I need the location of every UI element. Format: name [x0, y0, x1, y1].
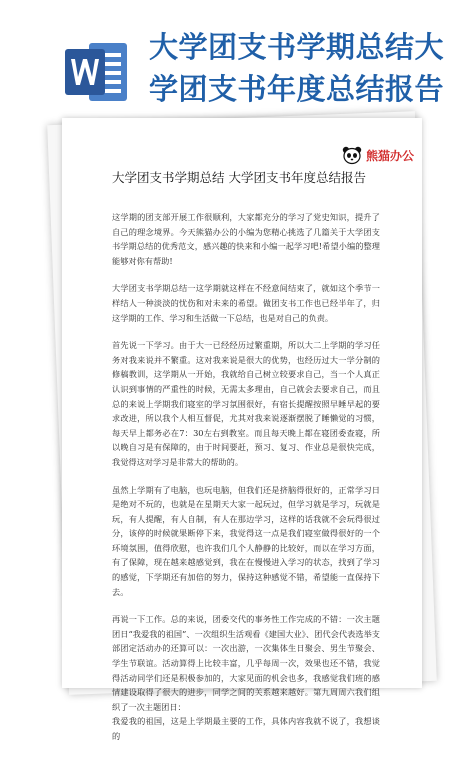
document-body: [112, 210, 380, 757]
headline-line-1: 大学团支书学期总结大: [149, 30, 445, 64]
document-title: 大学团支书学期总结 大学团支书年度总结报告: [112, 170, 366, 185]
paragraph-intro: 这学期的团支部开展工作很顺利，大家都充分的学习了党史知识，提升了自己的理念境界。今天熊猫办公的小编为您精心挑选了几篇关于大学团支书学期总结的优秀范文，感兴趣的快来和小编一起学习吧!希望小编的整理能够对你有帮助!: [112, 212, 380, 266]
paragraph-computer: 虽然上学期有了电脑，也玩电脑，但我们还是挤脑得很好的，正常学习日是绝对不玩的，也就是在星期天大家一起玩过，但学习就是学习，玩就是玩，有人提醒，有人自制，有人在那边学习，这样的话我就不会玩得很过分，该停的时候就果断停下来，我觉得这一点是我们寝室做得很好的一个环境氛围，值得欣慰，也许我们几个人静静的比较好，而以在学习方面，有了保障，现在越来越感觉到，我在在慢慢进入学习的状态，找到了学习的感觉，下学期还有加倍的努力，保持这种感觉不错，希望能一直保持下去。: [112, 484, 380, 597]
headline: [149, 26, 469, 110]
paragraph-summary: 大学团支书学期总结一这学期就这样在不经意间结束了，就如这个季节一样结人一种淡淡的忧伤和对未来的希望。做团支书工作也已经半年了，归这学期的工作、学习和生活做一下总结，也是对自己的负责。: [112, 283, 380, 323]
panda-icon: [341, 145, 363, 165]
banner: [0, 0, 474, 120]
headline-line-2: 学团支书年度总结报告: [149, 72, 445, 106]
paragraph-study: 首先说一下学习。由于大一已经经历过繁重期，所以大二上学期的学习任务对我来说并不繁重。这对我来说是很大的优势，也经历过大一学分制的修稿教训，这学期从一开始，我就给自己树立较要求自己，当一个人真正认识到事情的严重性的时候，无需太多理由，自己就会去要求自己，而且总的来说上学期我们寝室的学习氛围很好，有宿长提醒按照早睡早起的要求改进，所以我个人相互督促，尤其对我来说逐渐摆脱了睡懒觉的习惯，每天早上都务必在7：30左右到教室。而且每天晚上都在寝团委查寝，所以晚自习是有保障的，由于时间要赶，预习、复习、作业总是很快完成，我觉得这对学习是非常大的帮助的。: [112, 340, 380, 467]
document-sheet: [62, 118, 422, 741]
paragraph-work: 再说一下工作。总的来说，团委交代的事务性工作完成的不错：一次主题团日“我爱我的祖国”、一次组织生活观看《建国大业》、团代会代表选举支部团定活动办的还算可以：一次出游，一次集体生日聚会、男生节聚会、学生节联谊。活动算得上比较丰富，几乎每周一次，效果也还不错，我觉得活动同学们还是积极参加的，大家见面的机会也多，我感觉我们班的感情建设取得了很大的进步，同学之间的关系越来越好。第九周周六我们组织了一次主题团日：: [112, 614, 380, 712]
brand-name: 熊猫办公: [365, 148, 414, 163]
word-logo-icon: [63, 39, 129, 105]
brand-badge: [341, 144, 414, 166]
paragraph-continuation: 我爱我的祖国，这是上学期最主要的工作，具体内容我就不说了，我想谈的: [112, 716, 380, 741]
